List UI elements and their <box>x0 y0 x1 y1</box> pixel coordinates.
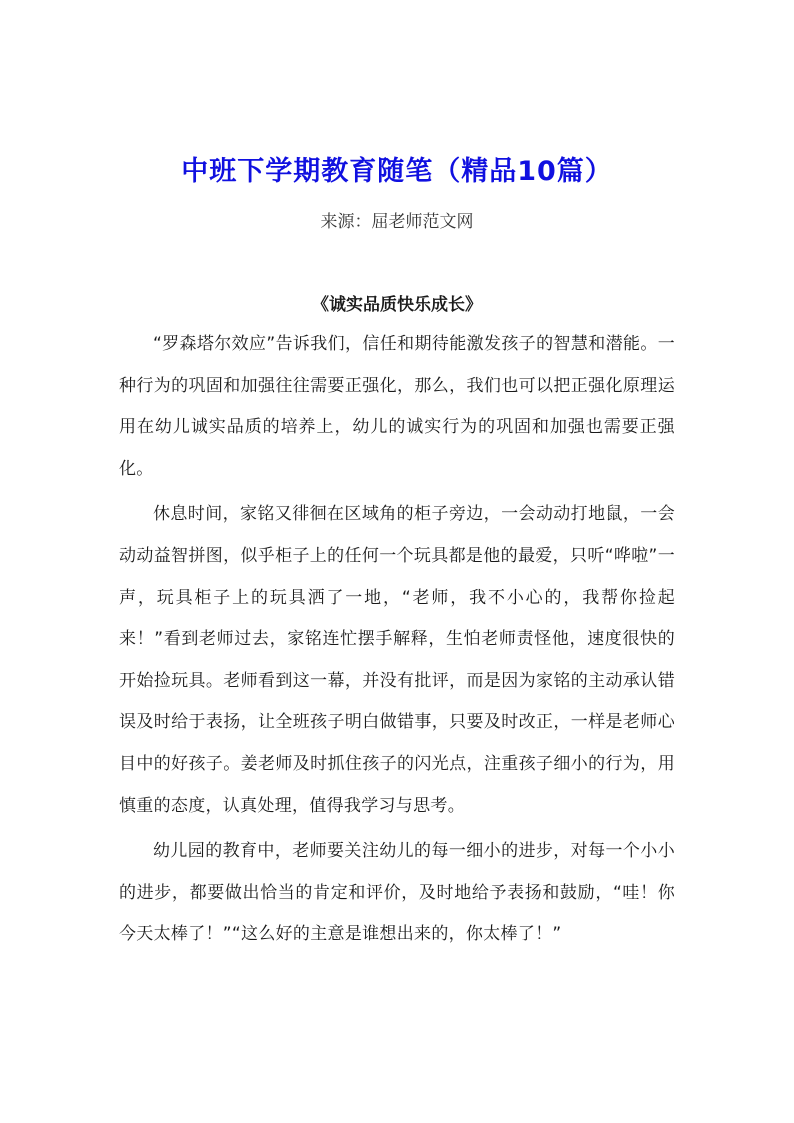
paragraph-1: “罗森塔尔效应”告诉我们，信任和期待能激发孩子的智慧和潜能。一种行为的巩固和加强往往需要正强化，那么，我们也可以把正强化原理运用在幼儿诚实品质的培养上，幼儿的诚实行为的巩固和加强也需要正强化。 <box>119 334 675 479</box>
article-body <box>119 288 675 956</box>
paragraph-2: 休息时间，家铭又徘徊在区域角的柜子旁边，一会动动打地鼠，一会动动益智拼图，似乎柜子上的任何一个玩具都是他的最爱，只听“哗啦”一声，玩具柜子上的玩具洒了一地，“老师，我不小心的，我帮你捡起来！”看到老师过去，家铭连忙摆手解释，生怕老师责怪他，速度很快的开始捡玩具。老师看到这一幕，并没有批评，而是因为家铭的主动承认错误及时给于表扬，让全班孩子明白做错事，只要及时改正，一样是老师心目中的好孩子。姜老师及时抓住孩子的闪光点，注重孩子细小的行为，用慎重的态度，认真处理，值得我学习与思考。 <box>119 504 675 816</box>
document-title: 中班下学期教育随笔（精品10篇） <box>181 156 613 187</box>
document-source: 来源：屈老师范文网 <box>320 212 474 232</box>
paragraph-3: 幼儿园的教育中，老师要关注幼儿的每一细小的进步，对每一个小小的进步，都要做出恰当的肯定和评价，及时地给予表扬和鼓励，“哇！你今天太棒了！”“这么好的主意是谁想出来的，你太棒了！” <box>119 841 675 945</box>
article-heading: 《诚实品质快乐成长》 <box>312 295 482 315</box>
